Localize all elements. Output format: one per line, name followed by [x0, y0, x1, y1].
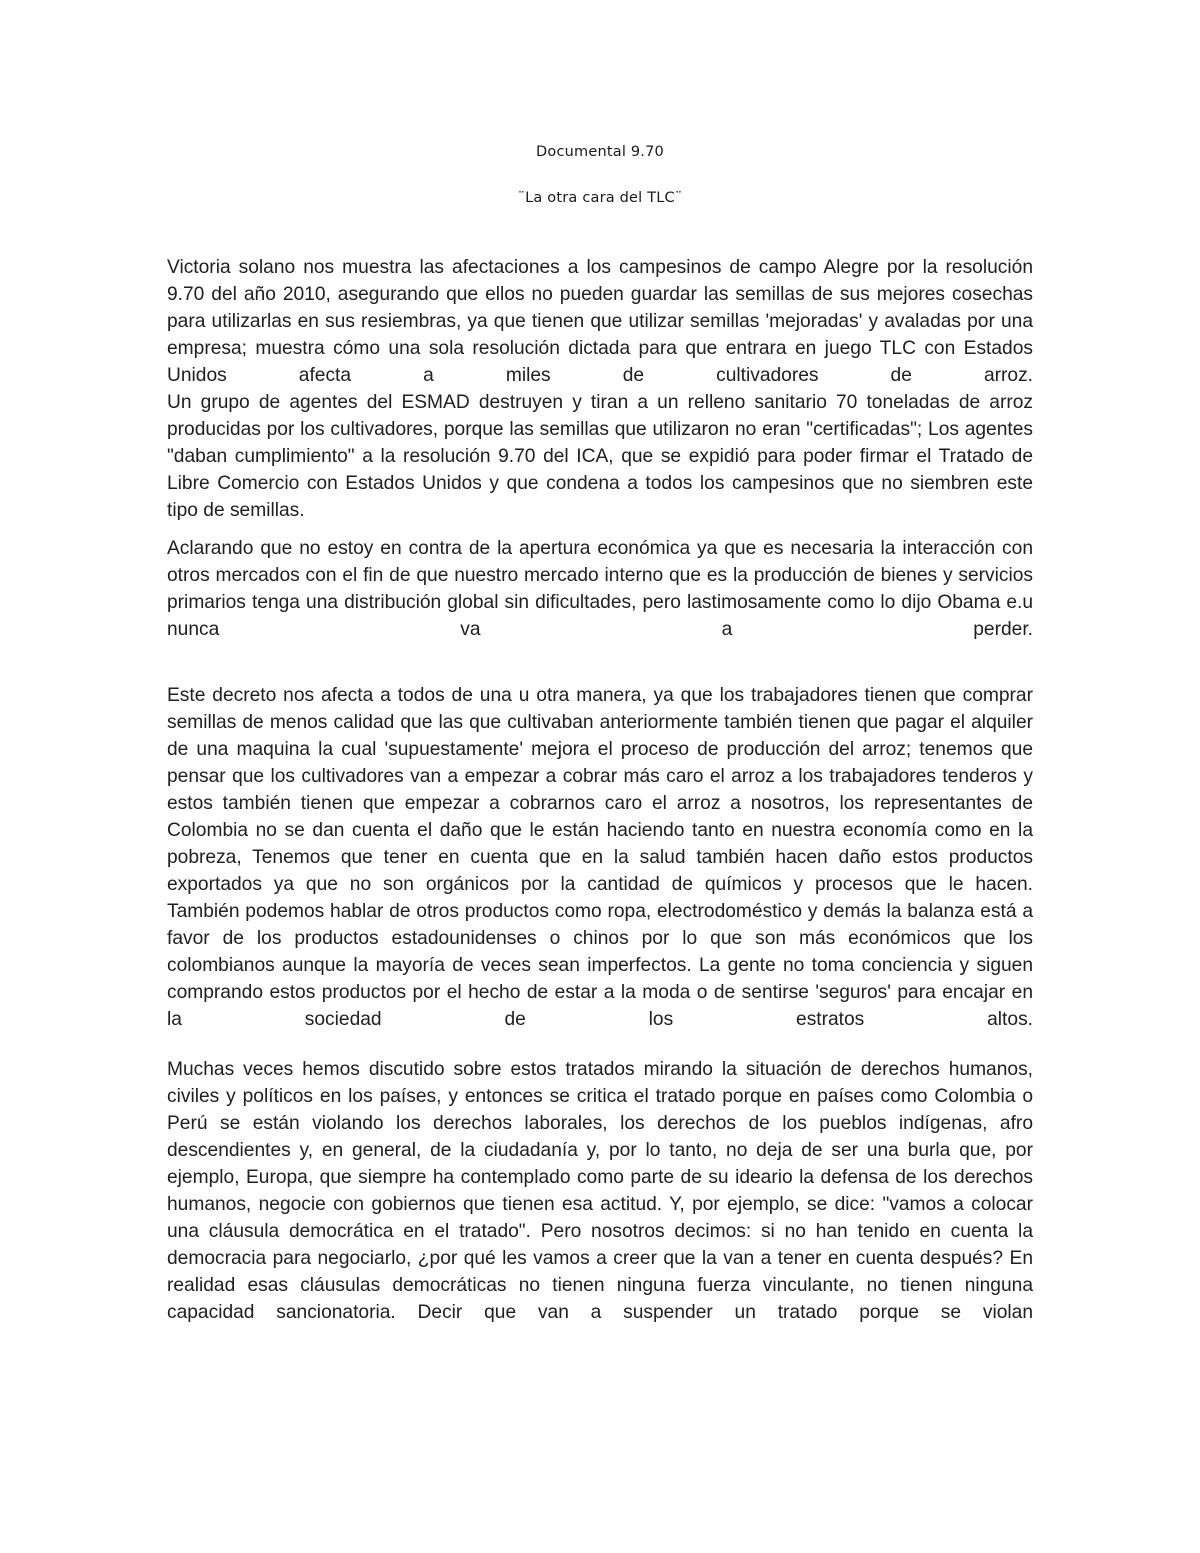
document-title: Documental 9.70: [536, 144, 664, 160]
document-subtitle: ¨La otra cara del TLC¨: [517, 190, 683, 206]
paragraph-1-part-1: Victoria solano nos muestra las afectaciones a los campesinos de campo Alegre por la resolución 9.70 del año 2010, asegurando que ellos no pueden guardar las semillas de sus mejores cosechas para utilizarlas en sus resiembras, ya que tienen que utilizar semillas 'mejoradas' y avaladas por una empresa; muestra cómo una sola resolución dictada para que entrara en juego TLC con Estados Unidos afecta a miles de cultivadores de arroz.: [167, 257, 1033, 386]
paragraph-4: Muchas veces hemos discutido sobre estos tratados mirando la situación de derechos humanos, civiles y políticos en los países, y entonces se critica el tratado porque en países como Colombia o Perú se están violando los derechos laborales, los derechos de los pueblos indígenas, afro descendientes y, en general, de la ciudadanía y, por lo tanto, no deja de ser una burla que, por ejemplo, Europa, que siempre ha contemplado como parte de su ideario la defensa de los derechos humanos, negocie con gobiernos que tienen esa actitud. Y, por ejemplo, se dice: "vamos a colocar una cláusula democrática en el tratado". Pero nosotros decimos: si no han tenido en cuenta la democracia para negociarlo, ¿por qué les vamos a creer que la van a tener en cuenta después? En realidad esas cláusulas democráticas no tienen ninguna fuerza vinculante, no tienen ninguna capacidad sancionatoria. Decir que van a suspender un tratado porque se violan: [167, 1059, 1033, 1323]
paragraph-2: Aclarando que no estoy en contra de la apertura económica ya que es necesaria la interacción con otros mercados con el fin de que nuestro mercado interno que es la producción de bienes y servicios primarios tenga una distribución global sin dificultades, pero lastimosamente como lo dijo Obama e.u nunca va a perder.: [167, 538, 1033, 640]
paragraph-3-part-1: Este decreto nos afecta a todos de una u otra manera, ya que los trabajadores tienen que comprar semillas de menos calidad que las que cultivaban anteriormente también tienen que pagar el alquiler de una maquina la cual 'supuestamente' mejora el proceso de producción del arroz; tenemos que pensar que los cultivadores van a empezar a cobrar más caro el arroz a los trabajadores tenderos y estos también tienen que empezar a cobrarnos caro el arroz a nosotros, los representantes de Colombia no se dan cuenta el daño que le están haciendo tanto en nuestra economía como en la pobreza, Tenemos que tener en cuenta que en la salud también hacen daño estos productos exportados ya que no son orgánicos por la cantidad de químicos y procesos que le hacen.: [167, 685, 1033, 895]
paragraph-1-part-2: Un grupo de agentes del ESMAD destruyen y tiran a un relleno sanitario 70 toneladas de arroz producidas por los cultivadores, porque las semillas que utilizaron no eran "certificadas"; Los agentes "daban cumplimiento" a la resolución 9.70 del ICA, que se expidió para poder firmar el Tratado de Libre Comercio con Estados Unidos y que condena a todos los campesinos que no siembren este tipo de semillas.: [167, 392, 1033, 521]
paragraph-3: [167, 682, 1033, 1033]
paragraph-1: [167, 254, 1033, 524]
paragraph-3-part-2: También podemos hablar de otros productos como ropa, electrodoméstico y demás la balanza está a favor de los productos estadounidenses o chinos por lo que son más económicos que los colombianos aunque la mayoría de veces sean imperfectos. La gente no toma conciencia y siguen comprando estos productos por el hecho de estar a la moda o de sentirse 'seguros' para encajar en la sociedad de los estratos altos.: [167, 901, 1033, 1030]
document-body: [167, 254, 1033, 1326]
